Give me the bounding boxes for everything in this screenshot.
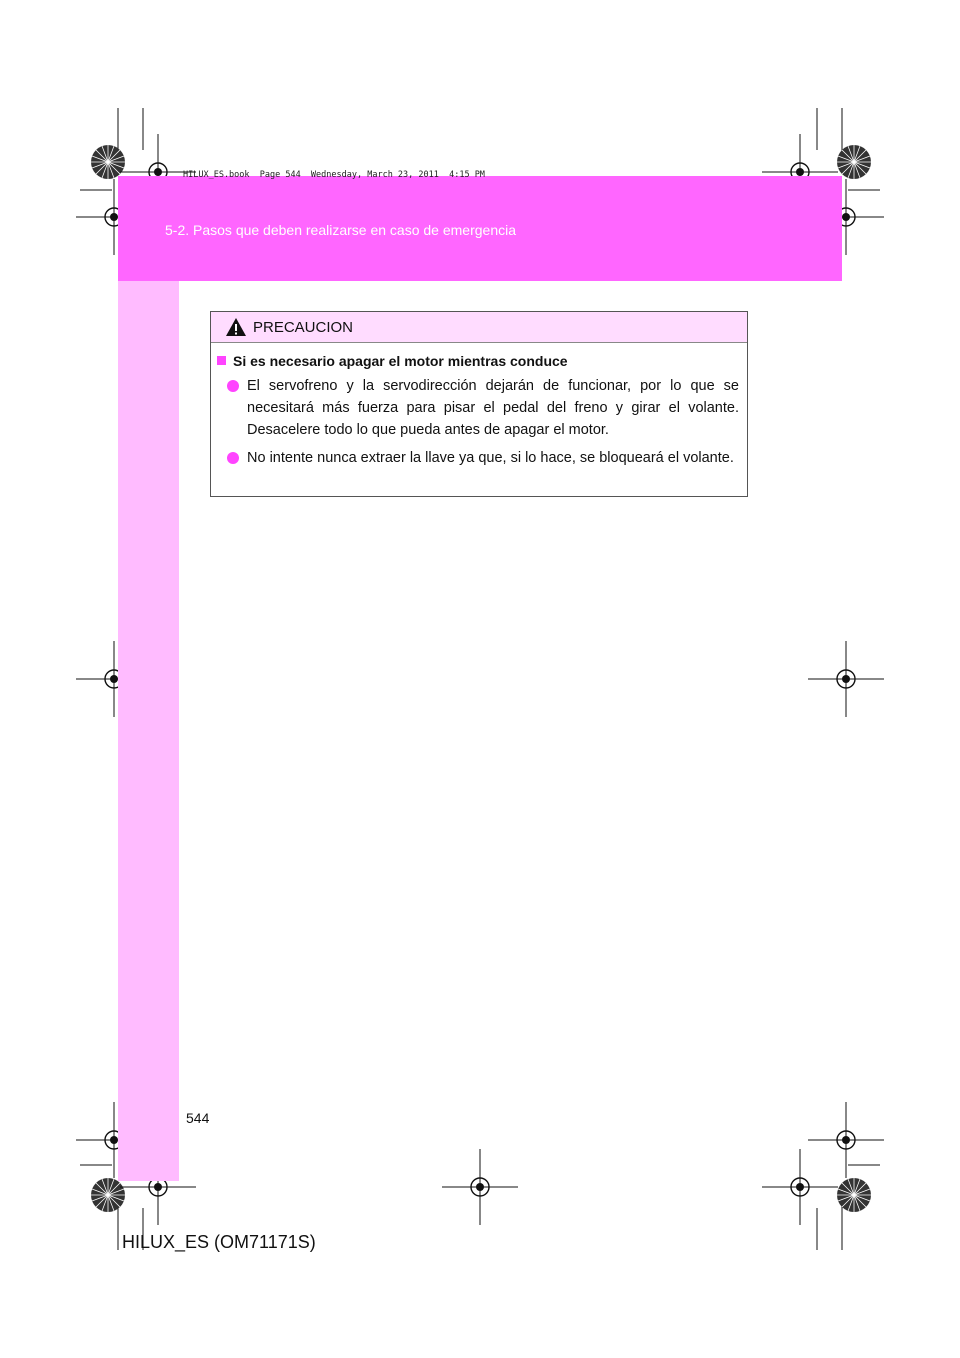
page-number: 544	[186, 1110, 210, 1126]
list-item-text: El servofreno y la servodirección dejarán de funcionar, por lo que se necesitará más fuerza para pisar el pedal del freno y girar el volante. Desacelere todo lo que pueda antes de apagar el motor.	[247, 378, 739, 438]
circle-bullet-icon	[227, 380, 239, 392]
circle-bullet-icon	[227, 452, 239, 464]
list-item	[227, 375, 741, 441]
caution-title: PRECAUCION	[253, 318, 354, 336]
caution-box	[210, 311, 748, 497]
section-title: 5-2. Pasos que deben realizarse en caso de emergencia	[165, 222, 516, 238]
list-item	[227, 447, 741, 469]
square-bullet-icon	[217, 356, 226, 365]
list-item-text: No intente nunca extraer la llave ya que, si lo hace, se bloqueará el volante.	[247, 450, 734, 466]
model-code: HILUX_ES (OM71171S)	[122, 1232, 316, 1252]
caution-heading	[217, 353, 741, 369]
caution-body	[211, 343, 747, 469]
caution-header	[211, 312, 747, 343]
caution-heading-text: Si es necesario apagar el motor mientras conduce	[233, 353, 568, 369]
book-stamp: HILUX_ES.book Page 544 Wednesday, March 23, 2011 4:15 PM	[183, 170, 485, 180]
side-band	[118, 281, 179, 1181]
warning-triangle-icon	[225, 317, 247, 337]
